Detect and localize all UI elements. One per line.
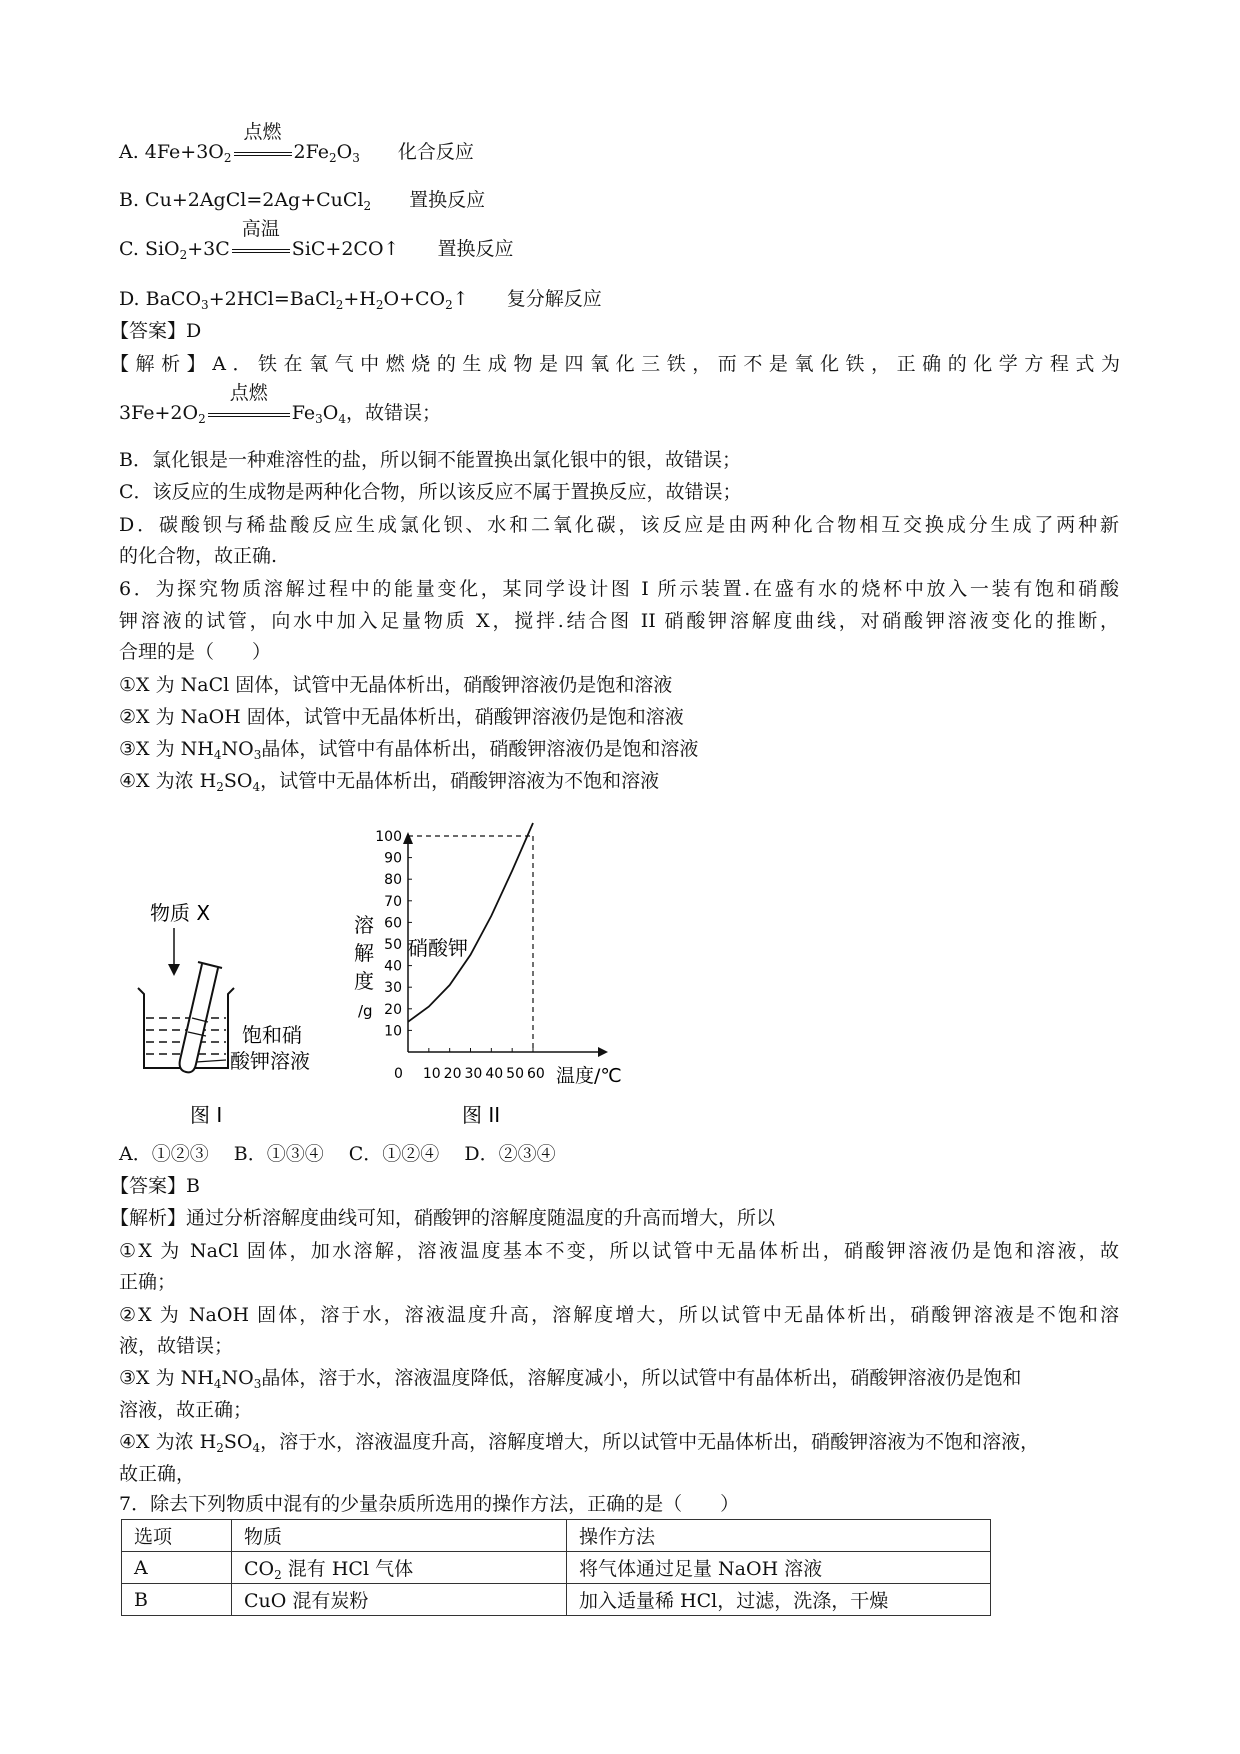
y-tick-label: 100 [375, 829, 402, 845]
analysis-5-b: B．氯化银是一种难溶性的盐，所以铜不能置换出氯化银中的银，故错误； [119, 449, 741, 471]
analysis-5-d1: D．碳酸钡与稀盐酸反应生成氯化钡、水和二氧化碳，该反应是由两种化合物相互交换成分生成了两种新 [119, 514, 1119, 536]
table-header: 物质 [232, 1520, 567, 1552]
y-tick-label: 20 [384, 1001, 402, 1018]
x-tick-label: 40 [485, 1066, 504, 1082]
table-row: A $CO_2$ 混有 HCl 气体 将气体通过足量 NaOH 溶液 [122, 1552, 991, 1584]
figure-1-caption: 图 I [190, 1103, 223, 1127]
y-axis-label: 溶 [354, 913, 374, 937]
figure-1-apparatus [130, 890, 370, 1130]
option-d: D. $BaCO_3+2HCl=BaCl_2+H_2O+CO_2↑$ 复分解反应 [119, 288, 602, 312]
figure-2-solubility-chart [340, 820, 640, 1130]
x-tick-label: 60 [527, 1066, 545, 1082]
x-tick-label: 0 [394, 1066, 403, 1082]
q6-statement-2: ②X 为 NaOH 固体，试管中无晶体析出，硝酸钾溶液仍是饱和溶液 [119, 706, 684, 728]
solubility-curve-kno3 [408, 823, 533, 1022]
table-header-row [122, 1520, 991, 1552]
answer-6: 【答案】B [110, 1175, 200, 1197]
reaction-condition: 点燃 [234, 137, 292, 167]
y-axis-label: 解 [354, 941, 374, 965]
x-tick-label: 50 [506, 1066, 524, 1082]
analysis-6-p2a: ②X 为 NaOH 固体，溶于水，溶液温度升高，溶解度增大，所以试管中无晶体析出，硝酸钾溶液是不饱和溶 [119, 1304, 1119, 1326]
y-tick-label: 80 [384, 872, 402, 889]
svg-text:酸钾溶液: 酸钾溶液 [230, 1049, 310, 1073]
q6-stem-2: 钾溶液的试管，向水中加入足量物质 X，搅拌.结合图 II 硝酸钾溶解度曲线，对硝酸钾溶液变化的推断， [119, 610, 1119, 632]
y-tick-label: 60 [384, 915, 402, 932]
curve-label: 硝酸钾 [408, 936, 468, 960]
x-axis-arrow [598, 1047, 608, 1057]
svg-text:饱和硝: 饱和硝 [242, 1023, 302, 1047]
analysis-6-p1b: 正确； [119, 1271, 177, 1293]
analysis-6-p4a: ④X 为浓 $H_2SO_4$，溶于水，溶液温度升高，溶解度增大，所以试管中无晶体析出，硝酸钾溶液为不饱和溶液， [119, 1431, 1040, 1455]
table-header: 操作方法 [567, 1520, 991, 1552]
analysis-6-p2b: 液，故错误； [119, 1335, 234, 1357]
q7-stem: 7．除去下列物质中混有的少量杂质所选用的操作方法，正确的是（ ） [119, 1493, 740, 1515]
analysis-6-intro: 【解析】通过分析溶解度曲线可知，硝酸钾的溶解度随温度的升高而增大，所以 [110, 1207, 776, 1229]
analysis-5-line1: 【解析】A．铁在氧气中燃烧的生成物是四氧化三铁，而不是氧化铁，正确的化学方程式为 [110, 353, 1120, 375]
analysis-6-p3a: ③X 为 $NH_4NO_3$晶体，溶于水，溶液温度降低，溶解度减小，所以试管中有晶体析出，硝酸钾溶液仍是饱和 [119, 1367, 1022, 1391]
analysis-6-p4b: 故正确， [119, 1463, 196, 1485]
reaction-condition: 高温 [232, 234, 290, 264]
figure-2-caption: 图 II [462, 1103, 501, 1127]
q6-stem-3: 合理的是（ ） [119, 641, 272, 663]
x-tick-label: 10 [422, 1066, 441, 1082]
table-row: B CuO 混有炭粉 加入适量稀 HCl，过滤，洗涤，干燥 [122, 1584, 991, 1616]
q6-statement-4: ④X 为浓 $H_2SO_4$，试管中无晶体析出，硝酸钾溶液为不饱和溶液 [119, 770, 660, 794]
x-tick-label: 30 [464, 1066, 483, 1082]
analysis-6-p3b: 溶液，故正确； [119, 1399, 253, 1421]
x-axis-label: 温度/℃ [556, 1065, 622, 1087]
q6-stem-1: 6．为探究物质溶解过程中的能量变化，某同学设计图 I 所示装置.在盛有水的烧杯中放入一装有饱和硝酸 [119, 578, 1119, 600]
q6-choices: A．①②③ B．①③④ C．①②④ D．②③④ [119, 1143, 556, 1165]
y-tick-label: 10 [384, 1023, 402, 1040]
option-c: C. SiO$_2$+3C 高温 SiC+2CO↑ 置换反应 [119, 218, 514, 262]
options-table [121, 1519, 991, 1616]
analysis-5-d2: 的化合物，故正确. [119, 545, 278, 567]
option-a: A. $4Fe+3O_2$ 点燃 $2Fe_2O_3$ 化合反应 [119, 121, 474, 165]
answer-5: 【答案】D [110, 320, 202, 342]
substance-x-label: 物质 X [150, 901, 211, 925]
option-b: B. Cu+2AgCl=2Ag+CuCl$_2$ 置换反应 [119, 189, 486, 213]
reaction-condition: 点燃 [208, 398, 290, 428]
q6-statement-3: ③X 为 $NH_4NO_3$晶体，试管中有晶体析出，硝酸钾溶液仍是饱和溶液 [119, 738, 699, 762]
y-tick-label: 50 [384, 937, 402, 953]
y-axis-arrow [403, 832, 413, 844]
x-tick-label: 20 [443, 1066, 462, 1082]
analysis-5-equation: $3Fe+2O_2$ 点燃 $Fe_3O_4$，故错误； [119, 382, 441, 426]
q6-statement-1: ①X 为 NaCl 固体，试管中无晶体析出，硝酸钾溶液仍是饱和溶液 [119, 674, 673, 696]
analysis-5-c: C．该反应的生成物是两种化合物，所以该反应不属于置换反应，故错误； [119, 481, 742, 503]
y-tick-label: 30 [384, 980, 402, 997]
analysis-6-p1a: ①X 为 NaCl 固体，加水溶解，溶液温度基本不变，所以试管中无晶体析出，硝酸钾溶液仍是饱和溶液，故 [119, 1240, 1119, 1262]
table-header: 选项 [122, 1520, 232, 1552]
y-tick-label: 70 [384, 893, 402, 910]
y-axis-label: /g [358, 1002, 373, 1020]
y-axis-label: 度 [354, 969, 374, 993]
y-tick-label: 90 [384, 850, 402, 867]
y-tick-label: 40 [384, 958, 402, 975]
